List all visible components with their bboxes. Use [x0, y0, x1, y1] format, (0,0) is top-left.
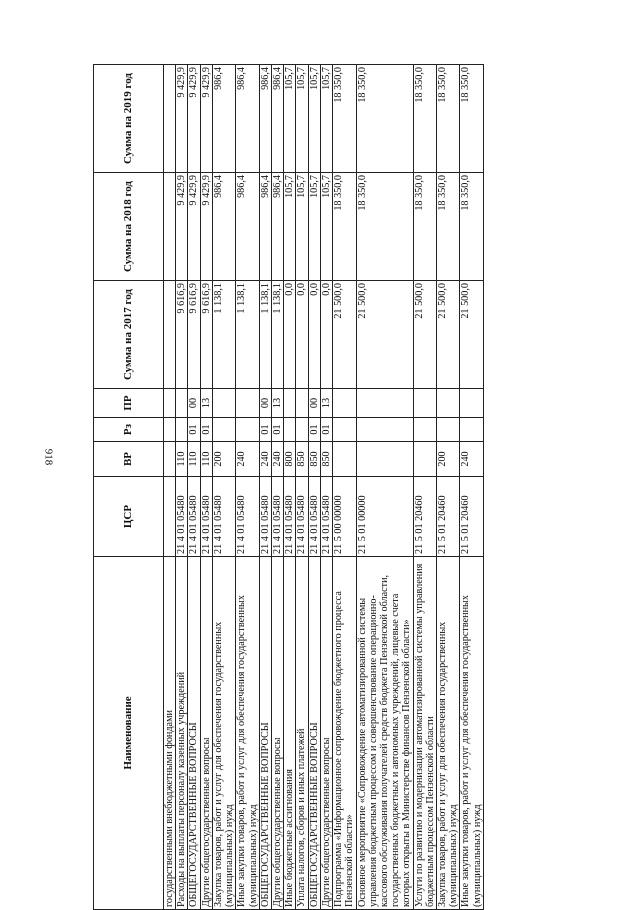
- rz-cell: 01: [271, 418, 283, 442]
- pr-cell: 00: [259, 389, 271, 418]
- csr-cell: 21 5 01 00000: [356, 477, 413, 557]
- rz-cell: [333, 418, 356, 442]
- sum-2017-cell: 9 616,9: [176, 281, 188, 389]
- header-sum-2019: Сумма на 2019 год: [94, 65, 164, 173]
- sum-2019-cell: 105,7: [320, 65, 332, 173]
- rz-cell: [164, 418, 176, 442]
- rz-cell: [284, 418, 296, 442]
- pr-cell: [413, 389, 436, 418]
- table-row: [271, 65, 283, 910]
- header-vr: ВР: [94, 442, 164, 477]
- name-cell: Услуги по развитию и модернизации автоматизированной системы управления бюджетным процессом Пензенской области: [413, 557, 436, 910]
- table-row: [308, 65, 320, 910]
- csr-cell: 21 4 01 05480: [308, 477, 320, 557]
- csr-cell: 21 5 01 20460: [437, 477, 460, 557]
- csr-cell: [164, 477, 176, 557]
- name-cell: Другие общегосударственные вопросы: [200, 557, 212, 910]
- header-pr: ПР: [94, 389, 164, 418]
- sum-2017-cell: 1 138,1: [212, 281, 235, 389]
- pr-cell: [296, 389, 308, 418]
- sum-2017-cell: 21 500,0: [460, 281, 483, 389]
- vr-cell: [356, 442, 413, 477]
- vr-cell: [413, 442, 436, 477]
- sum-2019-cell: 18 350,0: [356, 65, 413, 173]
- pr-cell: [212, 389, 235, 418]
- table-row: [437, 65, 460, 910]
- sum-2019-cell: 986,4: [212, 65, 235, 173]
- name-cell: Подпрограмма «Информационное сопровождение бюджетного процесса Пензенской области»: [333, 557, 356, 910]
- page-number: 918: [42, 448, 55, 466]
- rz-cell: [236, 418, 259, 442]
- sum-2017-cell: 0,0: [284, 281, 296, 389]
- sum-2017-cell: 21 500,0: [356, 281, 413, 389]
- csr-cell: 21 4 01 05480: [200, 477, 212, 557]
- sum-2017-cell: 0,0: [308, 281, 320, 389]
- name-cell: Закупка товаров, работ и услуг для обеспечения государственных (муниципальных) нужд: [437, 557, 460, 910]
- pr-cell: [356, 389, 413, 418]
- table-row: [200, 65, 212, 910]
- table-row: [296, 65, 308, 910]
- vr-cell: 240: [271, 442, 283, 477]
- sum-2019-cell: 105,7: [296, 65, 308, 173]
- pr-cell: [164, 389, 176, 418]
- vr-cell: 110: [200, 442, 212, 477]
- sum-2019-cell: [164, 65, 176, 173]
- sum-2017-cell: [164, 281, 176, 389]
- table-row: [320, 65, 332, 910]
- sum-2019-cell: 9 429,9: [200, 65, 212, 173]
- sum-2017-cell: 1 138,1: [236, 281, 259, 389]
- sum-2018-cell: 9 429,9: [176, 173, 188, 281]
- vr-cell: 200: [212, 442, 235, 477]
- table-body: [164, 65, 484, 910]
- table-row: [356, 65, 413, 910]
- csr-cell: 21 5 01 20460: [413, 477, 436, 557]
- vr-cell: 240: [460, 442, 483, 477]
- sum-2017-cell: 1 138,1: [271, 281, 283, 389]
- sum-2017-cell: 21 500,0: [333, 281, 356, 389]
- rz-cell: [176, 418, 188, 442]
- sum-2019-cell: 105,7: [308, 65, 320, 173]
- csr-cell: 21 4 01 05480: [188, 477, 200, 557]
- table-row: [413, 65, 436, 910]
- name-cell: ОБЩЕГОСУДАРСТВЕННЫЕ ВОПРОСЫ: [259, 557, 271, 910]
- pr-cell: 13: [271, 389, 283, 418]
- sum-2018-cell: 18 350,0: [356, 173, 413, 281]
- header-sum-2017: Сумма на 2017 год: [94, 281, 164, 389]
- csr-cell: 21 5 01 20460: [460, 477, 483, 557]
- table-row: [259, 65, 271, 910]
- rz-cell: [356, 418, 413, 442]
- rz-cell: [460, 418, 483, 442]
- rz-cell: [212, 418, 235, 442]
- table-row: [176, 65, 188, 910]
- sum-2019-cell: 105,7: [284, 65, 296, 173]
- table-row: [284, 65, 296, 910]
- sum-2018-cell: 105,7: [320, 173, 332, 281]
- header-sum-2018: Сумма на 2018 год: [94, 173, 164, 281]
- pr-cell: [284, 389, 296, 418]
- pr-cell: [236, 389, 259, 418]
- name-cell: Уплата налогов, сборов и иных платежей: [296, 557, 308, 910]
- csr-cell: 21 4 01 05480: [320, 477, 332, 557]
- vr-cell: 850: [308, 442, 320, 477]
- name-cell: Иные закупки товаров, работ и услуг для обеспечения государственных (муниципальных) нужд: [236, 557, 259, 910]
- budget-table: [93, 64, 484, 910]
- sum-2019-cell: 18 350,0: [460, 65, 483, 173]
- name-cell: Иные бюджетные ассигнования: [284, 557, 296, 910]
- table-row: [188, 65, 200, 910]
- vr-cell: 850: [296, 442, 308, 477]
- vr-cell: 850: [320, 442, 332, 477]
- sum-2019-cell: 9 429,9: [176, 65, 188, 173]
- sum-2018-cell: [164, 173, 176, 281]
- sum-2017-cell: 1 138,1: [259, 281, 271, 389]
- rz-cell: 01: [308, 418, 320, 442]
- name-cell: Расходы на выплаты персоналу казенных учреждений: [176, 557, 188, 910]
- vr-cell: [164, 442, 176, 477]
- table-container: [93, 65, 617, 910]
- pr-cell: 13: [200, 389, 212, 418]
- sum-2017-cell: 21 500,0: [413, 281, 436, 389]
- name-cell: Другие общегосударственные вопросы: [320, 557, 332, 910]
- csr-cell: 21 5 00 00000: [333, 477, 356, 557]
- rz-cell: [437, 418, 460, 442]
- name-cell: государственными внебюджетными фондами: [164, 557, 176, 910]
- sum-2018-cell: 105,7: [284, 173, 296, 281]
- sum-2018-cell: 105,7: [296, 173, 308, 281]
- table-row: [164, 65, 176, 910]
- rz-cell: 01: [188, 418, 200, 442]
- csr-cell: 21 4 01 05480: [176, 477, 188, 557]
- pr-cell: [176, 389, 188, 418]
- csr-cell: 21 4 01 05480: [212, 477, 235, 557]
- table-row: [333, 65, 356, 910]
- csr-cell: 21 4 01 05480: [236, 477, 259, 557]
- pr-cell: [333, 389, 356, 418]
- rz-cell: [296, 418, 308, 442]
- sum-2018-cell: 9 429,9: [200, 173, 212, 281]
- vr-cell: 110: [176, 442, 188, 477]
- name-cell: Закупка товаров, работ и услуг для обеспечения государственных (муниципальных) нужд: [212, 557, 235, 910]
- sum-2017-cell: 21 500,0: [437, 281, 460, 389]
- rz-cell: 01: [320, 418, 332, 442]
- sum-2019-cell: 18 350,0: [333, 65, 356, 173]
- pr-cell: 00: [188, 389, 200, 418]
- table-row: [212, 65, 235, 910]
- sum-2019-cell: 9 429,9: [188, 65, 200, 173]
- vr-cell: [333, 442, 356, 477]
- sum-2018-cell: 986,4: [212, 173, 235, 281]
- sum-2017-cell: 0,0: [296, 281, 308, 389]
- sum-2019-cell: 18 350,0: [437, 65, 460, 173]
- name-cell: ОБЩЕГОСУДАРСТВЕННЫЕ ВОПРОСЫ: [308, 557, 320, 910]
- pr-cell: 13: [320, 389, 332, 418]
- vr-cell: 800: [284, 442, 296, 477]
- sum-2019-cell: 986,4: [236, 65, 259, 173]
- sum-2017-cell: 9 616,9: [188, 281, 200, 389]
- sum-2018-cell: 986,4: [271, 173, 283, 281]
- sum-2018-cell: 18 350,0: [333, 173, 356, 281]
- sum-2019-cell: 18 350,0: [413, 65, 436, 173]
- header-row: [94, 65, 164, 910]
- sum-2018-cell: 18 350,0: [437, 173, 460, 281]
- rz-cell: [413, 418, 436, 442]
- sum-2017-cell: 0,0: [320, 281, 332, 389]
- pr-cell: 00: [308, 389, 320, 418]
- sum-2018-cell: 9 429,9: [188, 173, 200, 281]
- table-row: [460, 65, 483, 910]
- vr-cell: 200: [437, 442, 460, 477]
- vr-cell: 240: [236, 442, 259, 477]
- csr-cell: 21 4 01 05480: [271, 477, 283, 557]
- rz-cell: 01: [259, 418, 271, 442]
- pr-cell: [437, 389, 460, 418]
- name-cell: Основное мероприятие «Сопровождение автоматизированной системы управления бюджетным процессом и совершенствование операционно-кассового обслуживания получателей средств бюджета Пензенской области, государственных бюджетных и автономных учреждений, лицевые счета которых открыты в Министерстве финансов Пензенской области»: [356, 557, 413, 910]
- name-cell: Иные закупки товаров, работ и услуг для обеспечения государственных (муниципальных) нужд: [460, 557, 483, 910]
- sum-2018-cell: 986,4: [259, 173, 271, 281]
- sum-2018-cell: 18 350,0: [413, 173, 436, 281]
- table-row: [236, 65, 259, 910]
- csr-cell: 21 4 01 05480: [259, 477, 271, 557]
- name-cell: ОБЩЕГОСУДАРСТВЕННЫЕ ВОПРОСЫ: [188, 557, 200, 910]
- sum-2018-cell: 105,7: [308, 173, 320, 281]
- vr-cell: 110: [188, 442, 200, 477]
- csr-cell: 21 4 01 05480: [284, 477, 296, 557]
- name-cell: Другие общегосударственные вопросы: [271, 557, 283, 910]
- header-rz: Рз: [94, 418, 164, 442]
- pr-cell: [460, 389, 483, 418]
- rz-cell: 01: [200, 418, 212, 442]
- sum-2017-cell: 9 616,9: [200, 281, 212, 389]
- sum-2019-cell: 986,4: [259, 65, 271, 173]
- vr-cell: 240: [259, 442, 271, 477]
- header-csr: ЦСР: [94, 477, 164, 557]
- sum-2019-cell: 986,4: [271, 65, 283, 173]
- sum-2018-cell: 18 350,0: [460, 173, 483, 281]
- csr-cell: 21 4 01 05480: [296, 477, 308, 557]
- header-name: Наименование: [94, 557, 164, 910]
- sum-2018-cell: 986,4: [236, 173, 259, 281]
